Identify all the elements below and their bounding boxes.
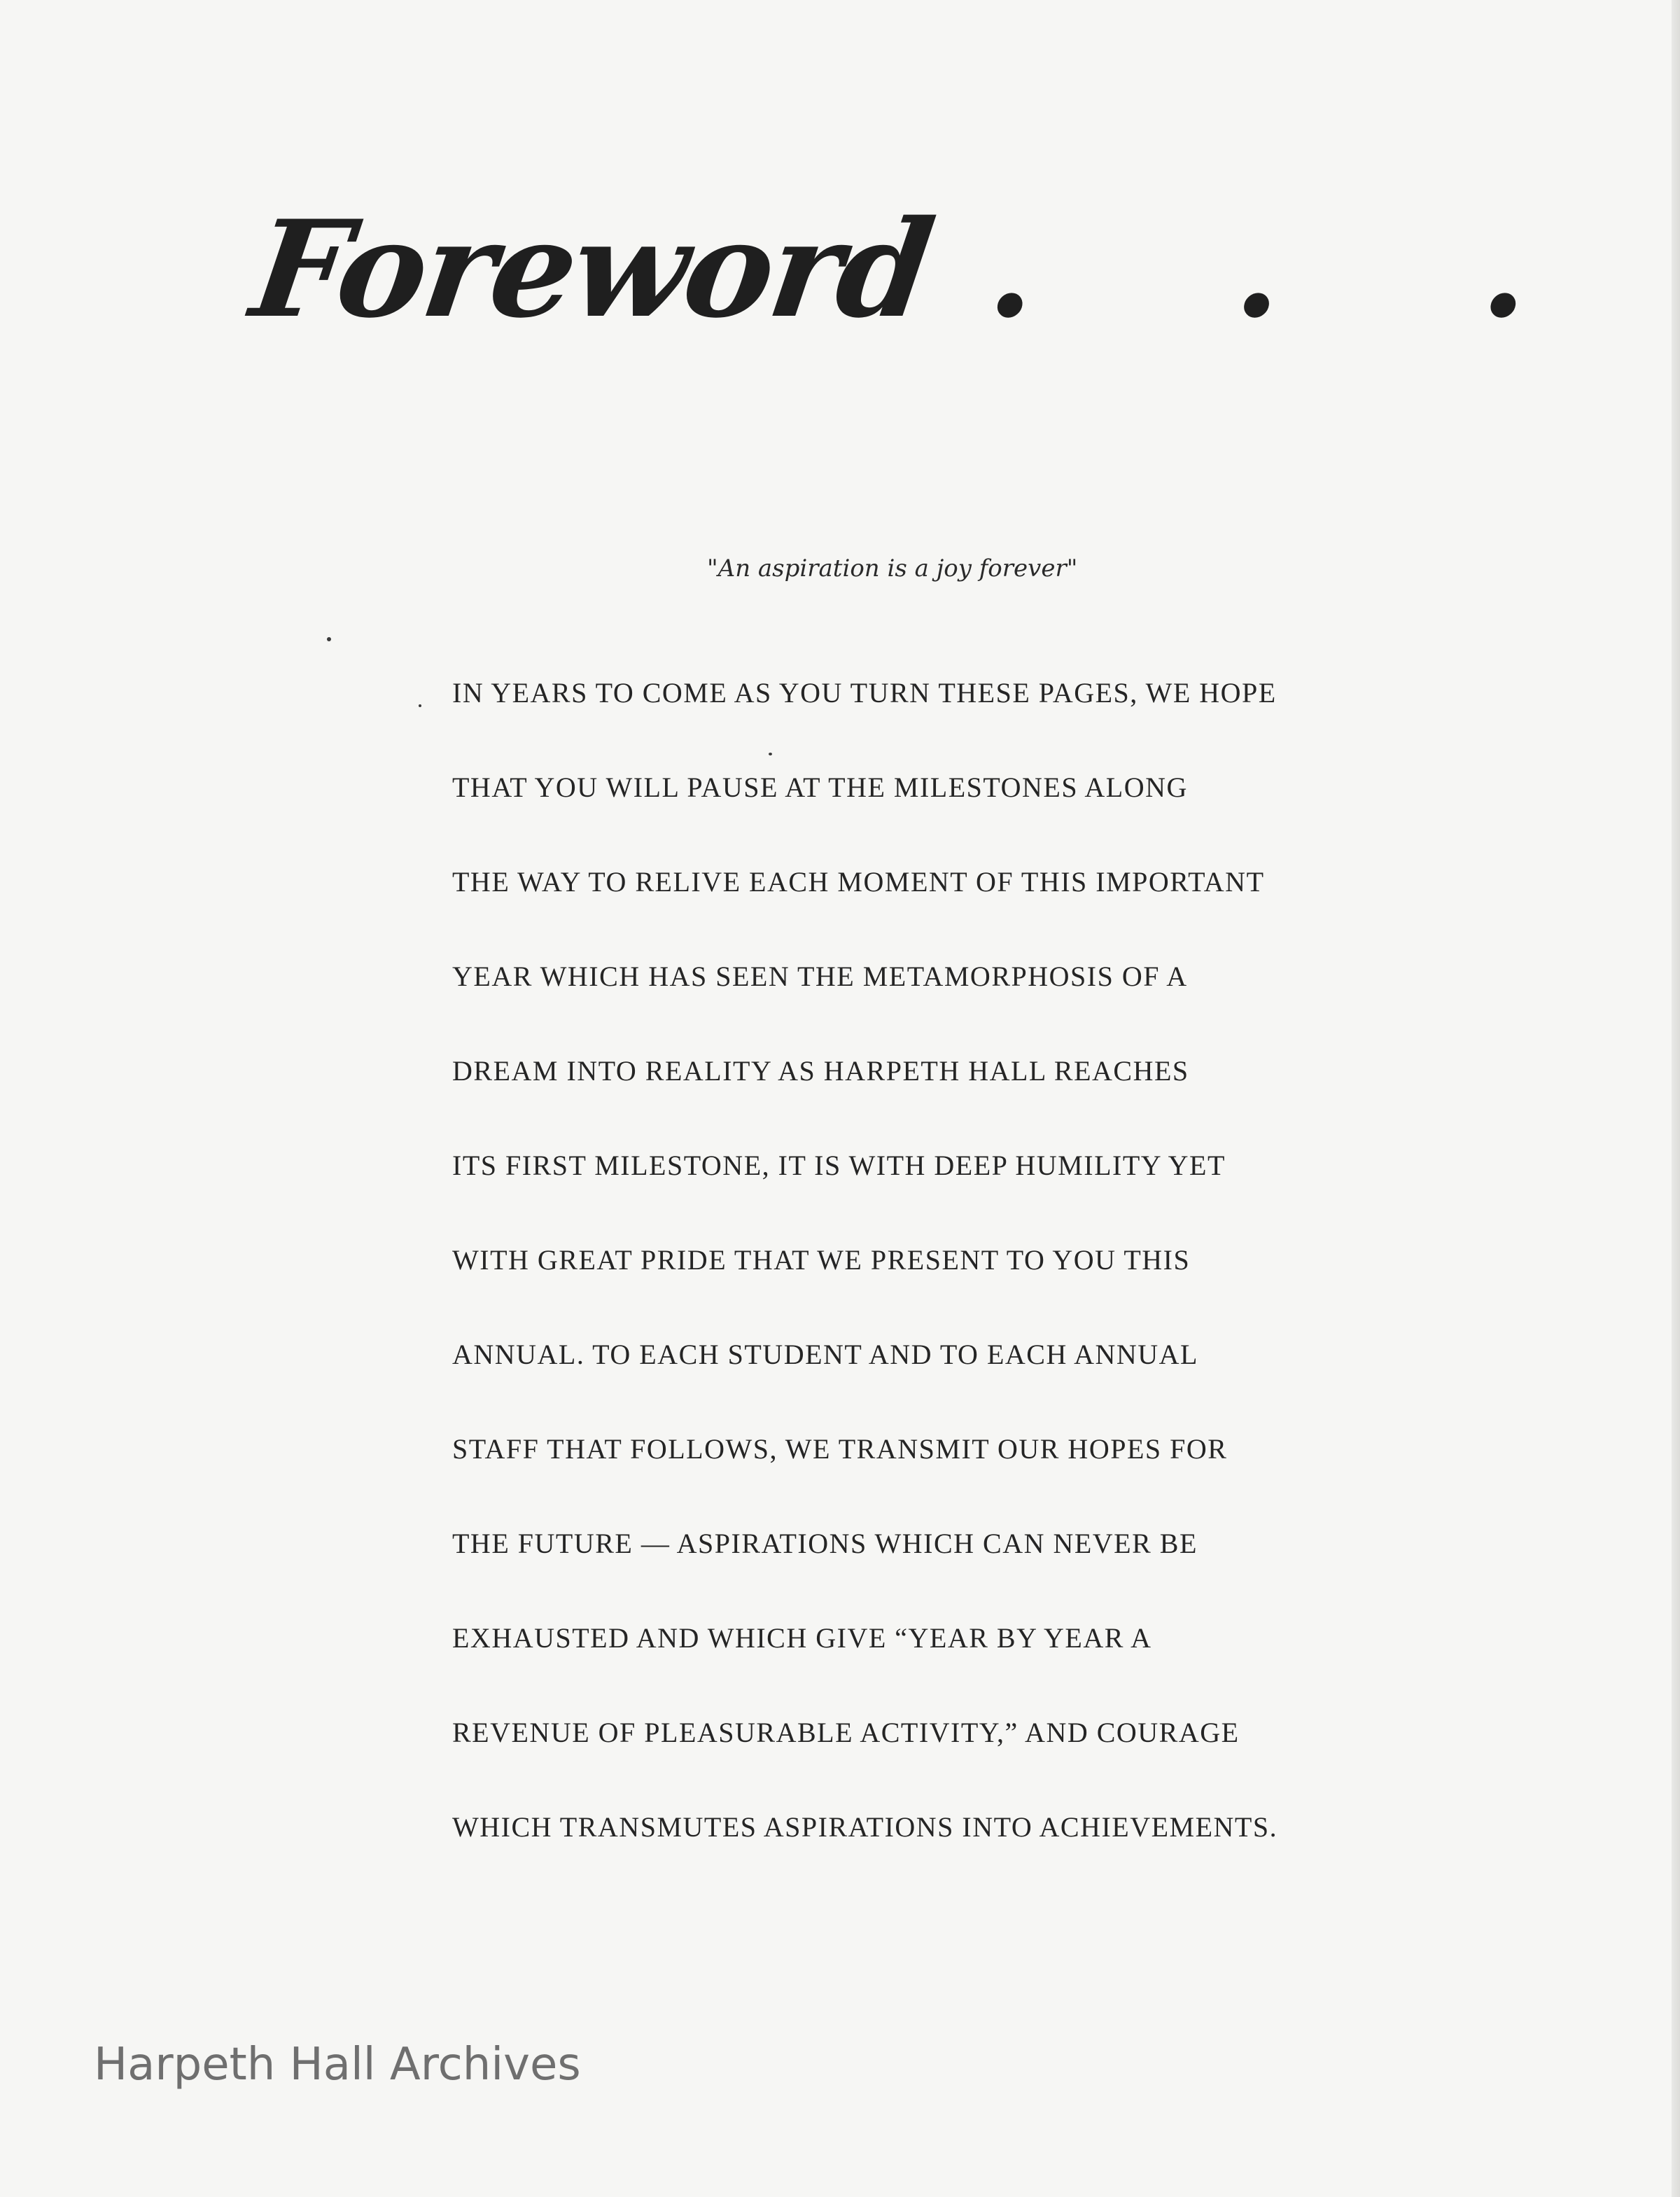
body-line: REVENUE OF PLEASURABLE ACTIVITY,” AND COURAGE xyxy=(452,1717,1240,1748)
archive-watermark: Harpeth Hall Archives xyxy=(94,2039,581,2091)
foreword-body xyxy=(452,672,1404,1901)
body-line: ITS FIRST MILESTONE, IT IS WITH DEEP HUMILITY YET xyxy=(452,1150,1226,1181)
body-line: EXHAUSTED AND WHICH GIVE “YEAR BY YEAR A xyxy=(452,1622,1152,1654)
body-line: WITH GREAT PRIDE THAT WE PRESENT TO YOU THIS xyxy=(452,1244,1191,1276)
epigraph-quote: "An aspiration is a joy forever" xyxy=(707,555,1078,583)
body-line: YEAR WHICH HAS SEEN THE METAMORPHOSIS OF A xyxy=(452,961,1188,992)
body-line: THE FUTURE — ASPIRATIONS WHICH CAN NEVER BE xyxy=(452,1528,1198,1559)
print-speck xyxy=(327,637,331,641)
body-line: STAFF THAT FOLLOWS, WE TRANSMIT OUR HOPES FOR xyxy=(452,1433,1228,1465)
title-text: Foreword xyxy=(243,191,940,347)
title-ellipsis: . . . xyxy=(981,191,1620,347)
body-line: WHICH TRANSMUTES ASPIRATIONS INTO ACHIEVEMENTS. xyxy=(452,1811,1278,1843)
body-line: THAT YOU WILL PAUSE AT THE MILESTONES ALONG xyxy=(452,772,1188,803)
print-speck xyxy=(419,704,421,707)
page-title xyxy=(243,191,1620,347)
body-line: IN YEARS TO COME AS YOU TURN THESE PAGES, WE HOPE xyxy=(452,677,1277,709)
body-line: THE WAY TO RELIVE EACH MOMENT OF THIS IMPORTANT xyxy=(452,866,1265,898)
page-edge-shadow xyxy=(1672,0,1680,2197)
body-line: DREAM INTO REALITY AS HARPETH HALL REACHES xyxy=(452,1055,1189,1087)
body-line: ANNUAL. TO EACH STUDENT AND TO EACH ANNUAL xyxy=(452,1339,1198,1370)
